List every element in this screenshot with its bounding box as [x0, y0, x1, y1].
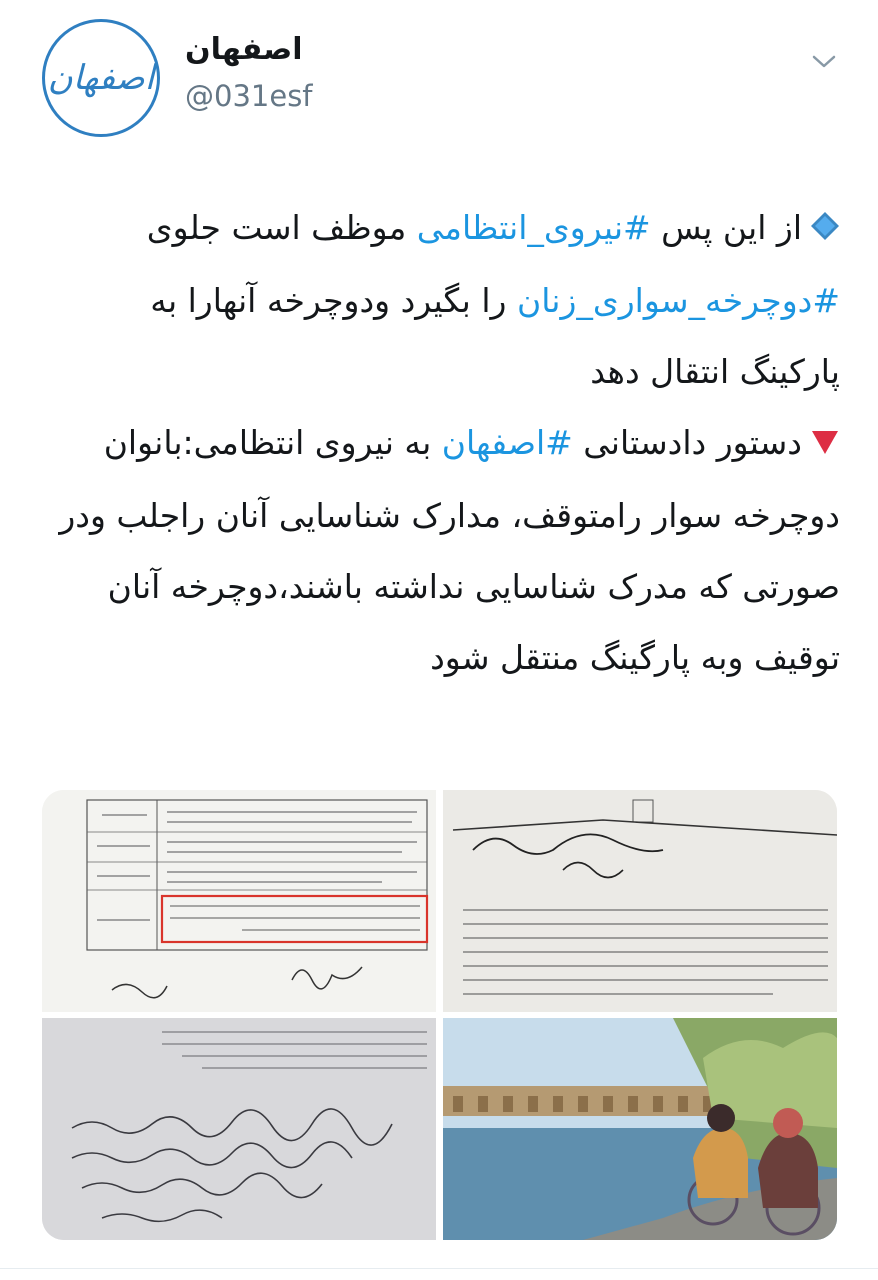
bottom-divider: [0, 1268, 878, 1269]
photo-official-letter[interactable]: [443, 790, 837, 1012]
hashtag-link[interactable]: #دوچرخه_سواری_زنان: [516, 281, 840, 320]
avatar-logo-text: اصفهان: [47, 58, 155, 98]
chevron-down-icon[interactable]: [810, 48, 838, 76]
tweet-text-segment: را بگیرد ودوچرخه آنهارا به پارکینگ انتقال دهد: [150, 281, 840, 391]
tweet-text-segment: دستور دادستانی: [572, 423, 802, 462]
tweet-text-segment: از این پس: [650, 208, 802, 247]
display-name[interactable]: اصفهان: [185, 32, 303, 67]
photo-document-table[interactable]: [42, 790, 436, 1012]
tweet-text: [55, 192, 840, 693]
red-triangle-icon: [810, 409, 840, 480]
tweet-paragraph-2: [55, 407, 840, 693]
tweet-text-segment: موظف است جلوی: [146, 208, 417, 247]
blue-diamond-icon: [810, 194, 840, 265]
user-handle[interactable]: @031esf: [185, 79, 313, 113]
tweet-header: [0, 0, 878, 170]
photo-women-cyclists-bridge[interactable]: [443, 1018, 837, 1240]
author-names[interactable]: [185, 30, 313, 116]
tweet-text-segment: به نیروی انتظامی:بانوان دوچرخه سوار رامتوقف، مدارک شناسایی آنان راجلب ودر صورتی که مدرک شناسایی نداشته باشند،دوچرخه آنان توقیف وبه پارگینگ منتقل شود: [59, 423, 840, 677]
avatar[interactable]: [42, 19, 160, 137]
hashtag-link[interactable]: #اصفهان: [441, 423, 573, 462]
photo-handwritten-note[interactable]: [42, 1018, 436, 1240]
tweet-paragraph-1: [55, 192, 840, 407]
hashtag-link[interactable]: #نیروی_انتظامی: [416, 208, 651, 247]
media-grid: [42, 790, 837, 1240]
